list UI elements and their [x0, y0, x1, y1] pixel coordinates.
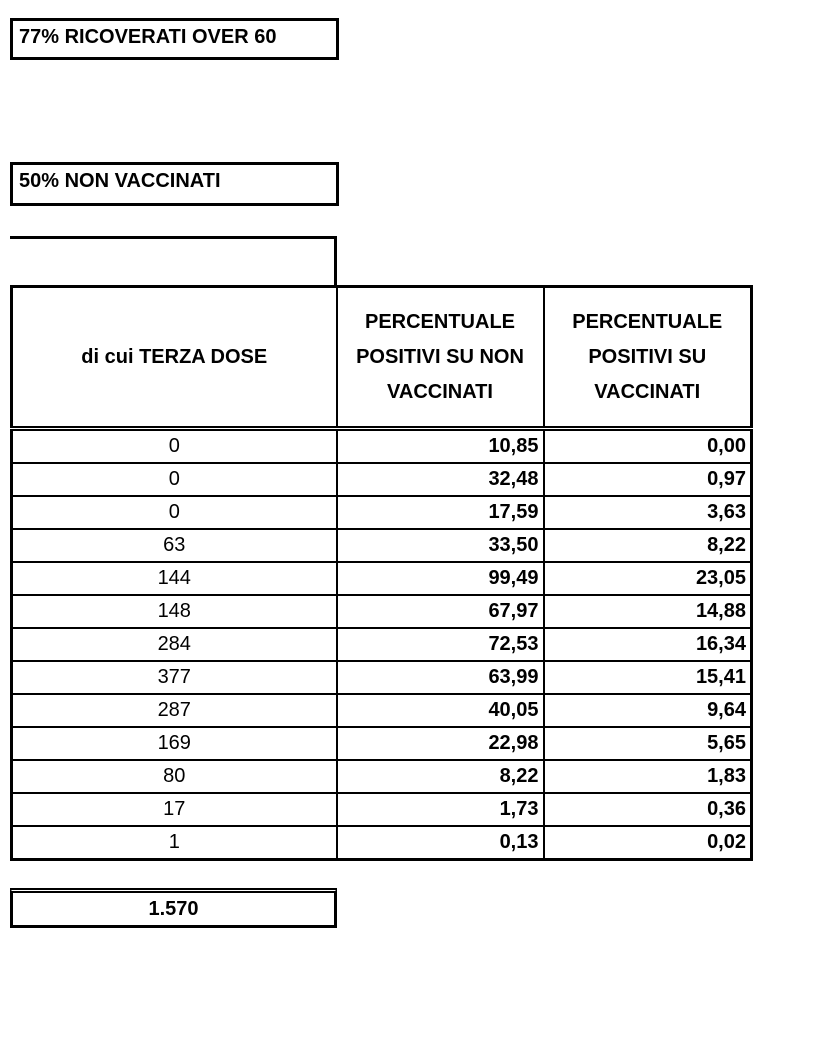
third-dose-cell: 284: [12, 628, 337, 661]
positive-unvaccinated-cell: 40,05: [337, 694, 544, 727]
positive-vaccinated-cell: 0,00: [544, 429, 752, 464]
table-header-row: [12, 287, 752, 429]
positive-vaccinated-cell: 0,97: [544, 463, 752, 496]
header-line: POSITIVI SU NON: [356, 345, 524, 368]
table-row: [12, 661, 752, 694]
third-dose-cell: 1: [12, 826, 337, 860]
table-row: [12, 595, 752, 628]
table-row: [12, 429, 752, 464]
positive-vaccinated-cell: 0,02: [544, 826, 752, 860]
header-line: VACCINATI: [387, 380, 493, 403]
hospitalized-label: 77% RICOVERATI OVER 60: [10, 18, 339, 60]
positive-vaccinated-cell: 15,41: [544, 661, 752, 694]
table-row: [12, 463, 752, 496]
header-line: PERCENTUALE: [572, 310, 723, 333]
positive-vaccinated-cell: 3,63: [544, 496, 752, 529]
positive-vaccinated-cell: 1,83: [544, 760, 752, 793]
positive-vaccinated-cell: 9,64: [544, 694, 752, 727]
table-row: [12, 793, 752, 826]
positive-unvaccinated-cell: 1,73: [337, 793, 544, 826]
positive-vaccinated-cell: 23,05: [544, 562, 752, 595]
positive-unvaccinated-cell: 17,59: [337, 496, 544, 529]
header-line: POSITIVI SU: [588, 345, 707, 368]
header-line: VACCINATI: [594, 380, 701, 403]
header-third-dose: [12, 287, 337, 429]
table-row: [12, 496, 752, 529]
third-dose-cell: 0: [12, 496, 337, 529]
header-positive-vaccinated: [544, 287, 752, 429]
third-dose-cell: 17: [12, 793, 337, 826]
third-dose-cell: 377: [12, 661, 337, 694]
positive-unvaccinated-cell: 67,97: [337, 595, 544, 628]
positive-vaccinated-cell: 5,65: [544, 727, 752, 760]
third-dose-cell: 169: [12, 727, 337, 760]
positive-vaccinated-cell: 16,34: [544, 628, 752, 661]
total-cell: 1.570: [10, 888, 337, 928]
dose-table: [10, 285, 753, 861]
third-dose-cell: 148: [12, 595, 337, 628]
table-row: [12, 628, 752, 661]
positive-unvaccinated-cell: 99,49: [337, 562, 544, 595]
positive-unvaccinated-cell: 0,13: [337, 826, 544, 860]
table-row: [12, 760, 752, 793]
positive-unvaccinated-cell: 72,53: [337, 628, 544, 661]
positive-unvaccinated-cell: 33,50: [337, 529, 544, 562]
third-dose-cell: 0: [12, 429, 337, 464]
table-row: [12, 694, 752, 727]
table-row: [12, 562, 752, 595]
positive-unvaccinated-cell: 8,22: [337, 760, 544, 793]
header-bracket: [10, 236, 337, 286]
positive-vaccinated-cell: 14,88: [544, 595, 752, 628]
table-row: [12, 727, 752, 760]
header-line: PERCENTUALE: [364, 310, 515, 333]
unvaccinated-label: 50% NON VACCINATI: [10, 162, 339, 206]
third-dose-cell: 0: [12, 463, 337, 496]
table-row: [12, 529, 752, 562]
header-positive-unvaccinated: [337, 287, 544, 429]
third-dose-cell: 144: [12, 562, 337, 595]
table-row: [12, 826, 752, 860]
third-dose-cell: 80: [12, 760, 337, 793]
third-dose-cell: 287: [12, 694, 337, 727]
positive-unvaccinated-cell: 32,48: [337, 463, 544, 496]
positive-unvaccinated-cell: 63,99: [337, 661, 544, 694]
positive-vaccinated-cell: 8,22: [544, 529, 752, 562]
positive-unvaccinated-cell: 22,98: [337, 727, 544, 760]
positive-unvaccinated-cell: 10,85: [337, 429, 544, 464]
header-line: di cui TERZA DOSE: [81, 345, 268, 368]
positive-vaccinated-cell: 0,36: [544, 793, 752, 826]
third-dose-cell: 63: [12, 529, 337, 562]
